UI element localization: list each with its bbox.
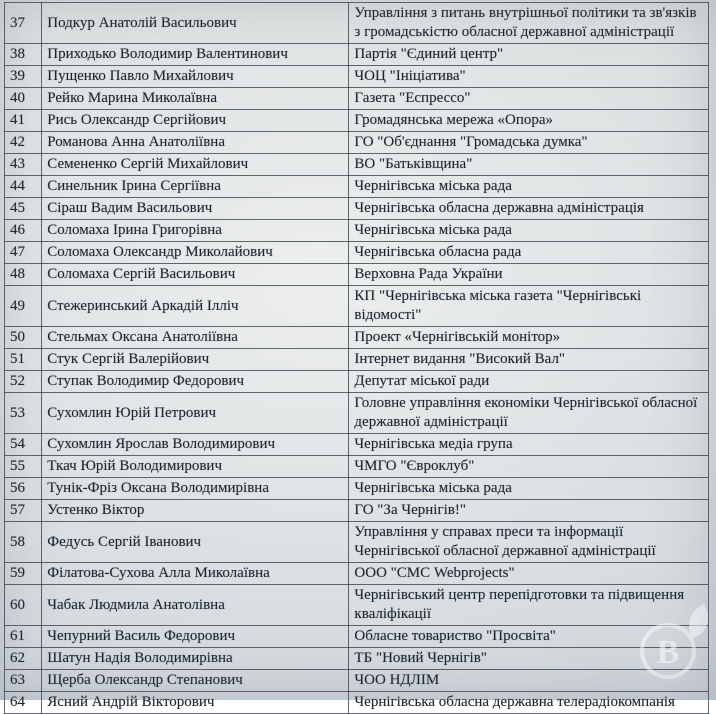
row-number: 50 (5, 327, 42, 349)
table-row (5, 154, 709, 176)
organization: ЧОЦ "Ініціатива" (349, 66, 709, 88)
person-name: Подкур Анатолій Васильович (42, 3, 349, 44)
organization: Газета "Еспрессо" (349, 88, 709, 110)
table-row (5, 585, 709, 626)
person-name: Стук Сергій Валерійович (42, 349, 349, 371)
table-row (5, 44, 709, 66)
row-number: 63 (5, 670, 42, 692)
person-name: Устенко Віктор (42, 500, 349, 522)
row-number: 37 (5, 3, 42, 44)
organization: Чернігівський центр перепідготовки та підвищення кваліфікації (349, 585, 709, 626)
table-row (5, 220, 709, 242)
table-row (5, 500, 709, 522)
table-row (5, 670, 709, 692)
row-number: 52 (5, 371, 42, 393)
row-number: 38 (5, 44, 42, 66)
table-row (5, 692, 709, 714)
organization: Чернігівська обласна державна телерадіокомпанія (349, 692, 709, 714)
table-row (5, 242, 709, 264)
person-name: Соломаха Олександр Миколайович (42, 242, 349, 264)
row-number: 57 (5, 500, 42, 522)
organization: Управління з питань внутрішньої політики та зв'язків з громадськістю обласної державної адміністрації (349, 3, 709, 44)
person-name: Шатун Надія Володимирівна (42, 648, 349, 670)
person-name: Чабак Людмила Анатолівна (42, 585, 349, 626)
row-number: 56 (5, 478, 42, 500)
roster-table-body (5, 3, 709, 714)
organization: ВО "Батьківщина" (349, 154, 709, 176)
row-number: 45 (5, 198, 42, 220)
person-name: Стежеринський Аркадій Ілліч (42, 286, 349, 327)
table-row (5, 371, 709, 393)
organization: Чернігівська міська рада (349, 220, 709, 242)
row-number: 46 (5, 220, 42, 242)
person-name: Філатова-Сухова Алла Миколаївна (42, 563, 349, 585)
table-row (5, 434, 709, 456)
row-number: 43 (5, 154, 42, 176)
table-row (5, 456, 709, 478)
row-number: 53 (5, 393, 42, 434)
organization: Управління у справах преси та інформації Чернігівської обласної державної адміністрації (349, 522, 709, 563)
person-name: Федусь Сергій Іванович (42, 522, 349, 563)
person-name: Соломаха Ірина Григорівна (42, 220, 349, 242)
organization: Інтернет видання "Високий Вал" (349, 349, 709, 371)
organization: Чернігівська міська рада (349, 478, 709, 500)
row-number: 42 (5, 132, 42, 154)
table-row (5, 393, 709, 434)
table-row (5, 3, 709, 44)
row-number: 39 (5, 66, 42, 88)
table-row (5, 563, 709, 585)
organization: Чернігівська медіа група (349, 434, 709, 456)
organization: КП "Чернігівська міська газета "Чернігівські відомості" (349, 286, 709, 327)
watermark-letter: В (656, 634, 680, 671)
person-name: Синельник Ірина Сергіївна (42, 176, 349, 198)
person-name: Соломаха Сергій Васильович (42, 264, 349, 286)
organization: Обласне товариство "Просвіта" (349, 626, 709, 648)
table-row (5, 198, 709, 220)
row-number: 41 (5, 110, 42, 132)
organization: ГО "За Чернігів!" (349, 500, 709, 522)
person-name: Романова Анна Анатоліївна (42, 132, 349, 154)
organization: ООО "СМС Webprojects" (349, 563, 709, 585)
table-row (5, 648, 709, 670)
row-number: 54 (5, 434, 42, 456)
organization: ГО "Об'єднання "Громадська думка" (349, 132, 709, 154)
table-row (5, 626, 709, 648)
person-name: Сіраш Вадим Васильович (42, 198, 349, 220)
organization: Головне управління економіки Чернігівської обласної державної адміністрації (349, 393, 709, 434)
person-name: Рись Олександр Сергійович (42, 110, 349, 132)
person-name: Приходько Володимир Валентинович (42, 44, 349, 66)
organization: Громадянська мережа «Опора» (349, 110, 709, 132)
table-row (5, 66, 709, 88)
table-row (5, 349, 709, 371)
table-row (5, 176, 709, 198)
table-row (5, 522, 709, 563)
table-row (5, 88, 709, 110)
person-name: Стельмах Оксана Анатоліївна (42, 327, 349, 349)
row-number: 59 (5, 563, 42, 585)
row-number: 55 (5, 456, 42, 478)
person-name: Сухомлин Юрій Петрович (42, 393, 349, 434)
organization: Чернігівська обласна державна адміністрація (349, 198, 709, 220)
organization: Проект «Чернігівській монітор» (349, 327, 709, 349)
row-number: 61 (5, 626, 42, 648)
organization: ТБ "Новий Чернігів" (349, 648, 709, 670)
row-number: 44 (5, 176, 42, 198)
row-number: 58 (5, 522, 42, 563)
row-number: 47 (5, 242, 42, 264)
person-name: Ступак Володимир Федорович (42, 371, 349, 393)
table-row (5, 264, 709, 286)
person-name: Пущенко Павло Михайлович (42, 66, 349, 88)
organization: Верховна Рада України (349, 264, 709, 286)
row-number: 62 (5, 648, 42, 670)
organization: Чернігівська обласна рада (349, 242, 709, 264)
organization: Чернігівська міська рада (349, 176, 709, 198)
row-number: 49 (5, 286, 42, 327)
roster-table (4, 2, 709, 714)
person-name: Ясний Андрій Вікторович (42, 692, 349, 714)
person-name: Семененко Сергій Михайлович (42, 154, 349, 176)
row-number: 40 (5, 88, 42, 110)
table-row (5, 132, 709, 154)
row-number: 48 (5, 264, 42, 286)
table-row (5, 478, 709, 500)
table-row (5, 286, 709, 327)
row-number: 51 (5, 349, 42, 371)
organization: ЧМГО "Євроклуб" (349, 456, 709, 478)
organization: ЧОО НДЛІМ (349, 670, 709, 692)
table-row (5, 110, 709, 132)
person-name: Рейко Марина Миколаївна (42, 88, 349, 110)
row-number: 60 (5, 585, 42, 626)
person-name: Щерба Олександр Степанович (42, 670, 349, 692)
organization: Партія "Єдиний центр" (349, 44, 709, 66)
row-number: 64 (5, 692, 42, 714)
person-name: Сухомлин Ярослав Володимирович (42, 434, 349, 456)
person-name: Ткач Юрій Володимирович (42, 456, 349, 478)
organization: Депутат міської ради (349, 371, 709, 393)
person-name: Тунік-Фріз Оксана Володимирівна (42, 478, 349, 500)
person-name: Чепурний Василь Федорович (42, 626, 349, 648)
table-row (5, 327, 709, 349)
